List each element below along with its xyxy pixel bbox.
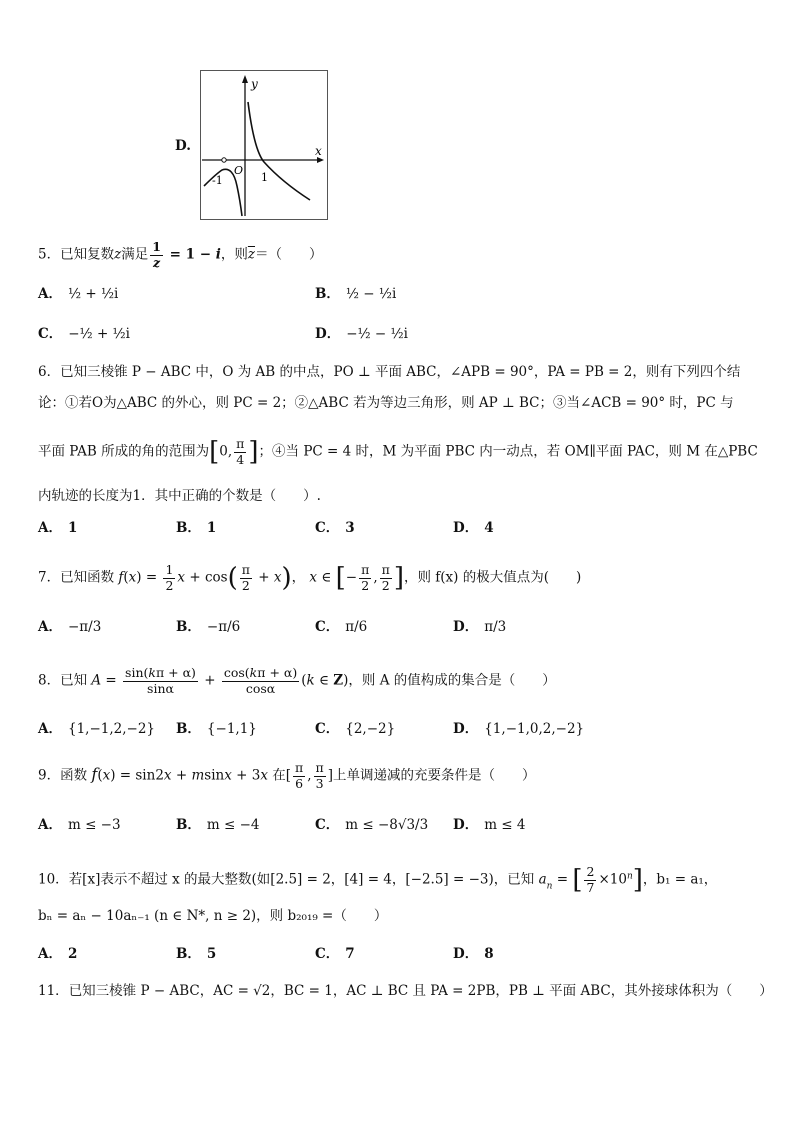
q10-option-a[interactable]: A． 2 — [38, 946, 78, 962]
q5-stem-a: 已知复数 — [60, 246, 115, 263]
q7-stem: 7．已知函数 f(x) = $\frac{1}{2}$ x + cos( $\frac{\pi}{2}$ + x)， x ∈ [− $\frac{\pi}{2}$ , $\frac{\pi}{2}$ ]，则 f(x) 的极大值点为( ) — [38, 562, 582, 593]
q10-line-1: 10．若[x]表示不超过 x 的最大整数(如[2.5] = 2，[4] = 4，[−2.5] = −3)，已知 $a_n$ = [ $\frac{2}{7}$ $\times 10^n$]，b₁ = a₁， — [38, 864, 718, 895]
q5-stem: 5．已知复数z满足 $\frac{1}{z}$ = 1 − i，则$\overline{z}=$（ ） — [38, 239, 323, 270]
q10-line-2: bₙ = aₙ − 10aₙ₋₁ (n ∈ N*, n ≥ 2)，则 b₂₀₁₉ =（ ） — [38, 908, 388, 924]
q8-stem: 8．已知 A = $\frac{\sin(k\pi + \alpha)}{\sin\alpha}$ + $\frac{\cos(k\pi + \alpha)}{\cos\alpha}$ (k ∈ Z)，则 A 的值构成的集合是（ ） — [38, 665, 556, 696]
q9-stem: 9．函数 f(x) = sin2x + msinx + 3x 在[ $\frac{\pi}{6}$ , $\frac{\pi}{3}$ ]上单调递减的充要条件是（ ） — [38, 760, 536, 791]
q8-option-c[interactable]: C． {2,−2} — [315, 721, 396, 737]
q6-line-4: 内轨迹的长度为1．其中正确的个数是（ ）. — [38, 488, 321, 504]
q7-option-d[interactable]: D． π/3 — [453, 619, 507, 635]
q6-option-d[interactable]: D． 4 — [453, 520, 494, 536]
q6-option-c[interactable]: C． 3 — [315, 520, 355, 536]
q6-option-a[interactable]: A． 1 — [38, 520, 78, 536]
q9-option-b[interactable]: B． m ≤ −4 — [176, 817, 260, 833]
q4-option-d-graph — [200, 70, 328, 220]
q10-option-b[interactable]: B． 5 — [176, 946, 217, 962]
q6-line-1: 6．已知三棱锥 P − ABC 中，O 为 AB 的中点，PO ⊥ 平面 ABC，∠APB = 90°，PA = PB = 2，则有下列四个结 — [38, 364, 741, 380]
q5-stem-d: ＝（ ） — [255, 246, 323, 263]
q5-option-c[interactable]: C． −½ + ½i — [38, 326, 130, 342]
q8-option-b[interactable]: B． {−1,1} — [176, 721, 257, 737]
q4-tick-neg-label: -1 — [212, 174, 223, 187]
q7-option-c[interactable]: C． π/6 — [315, 619, 368, 635]
q6-line-2: 论：①若O为△ABC 的外心，则 PC = 2；②△ABC 若为等边三角形，则 AP ⊥ BC；③当∠ACB = 90° 时，PC 与 — [38, 395, 734, 411]
q6-line-3: 平面 PAB 所成的角的范围为[0, $\frac{\pi}{4}$ ]；④当 PC = 4 时，M 为平面 PBC 内一动点，若 OM∥平面 PAC，则 M 在△PBC — [38, 436, 758, 467]
q11-stem: 11．已知三棱锥 P − ABC，AC = √2，BC = 1，AC ⊥ BC 且 PA = 2PB，PB ⊥ 平面 ABC，其外接球体积为（ ） — [38, 983, 773, 999]
q5-option-b[interactable]: B． ½ − ½i — [315, 286, 397, 302]
q7-option-a[interactable]: A． −π/3 — [38, 619, 102, 635]
q7-option-b[interactable]: B． −π/6 — [176, 619, 241, 635]
q10-option-d[interactable]: D． 8 — [453, 946, 494, 962]
q4-tick-pos-label: 1 — [261, 171, 268, 184]
q5-stem-c: ，则 — [220, 246, 248, 263]
q5-stem-b: 满足 — [121, 246, 149, 263]
q5-option-d[interactable]: D． −½ − ½i — [315, 326, 408, 342]
q10-option-c[interactable]: C． 7 — [315, 946, 355, 962]
q5-number: 5． — [38, 246, 61, 263]
q4-option-d-label: D. — [175, 138, 191, 154]
q8-option-d[interactable]: D． {1,−1,0,2,−2} — [453, 721, 585, 737]
q5-option-a[interactable]: A． ½ + ½i — [38, 286, 119, 302]
q9-option-d[interactable]: D． m ≤ 4 — [453, 817, 526, 833]
q4-y-axis-label: y — [251, 77, 258, 91]
q9-option-a[interactable]: A． m ≤ −3 — [38, 817, 121, 833]
q6-option-b[interactable]: B． 1 — [176, 520, 217, 536]
q9-option-c[interactable]: C． m ≤ −8√3/3 — [315, 817, 429, 833]
q4-origin-label: O — [234, 164, 244, 177]
q8-option-a[interactable]: A． {1,−1,2,−2} — [38, 721, 156, 737]
q4-x-axis-label: x — [315, 144, 322, 158]
